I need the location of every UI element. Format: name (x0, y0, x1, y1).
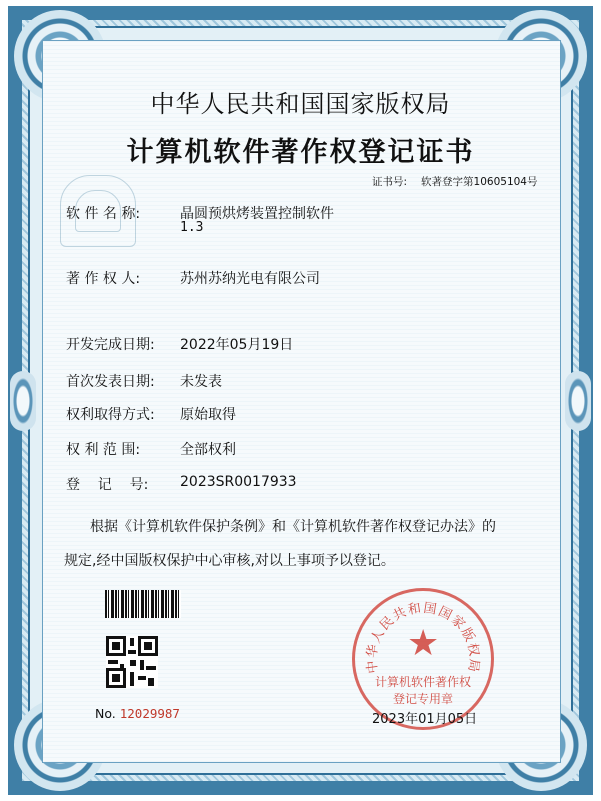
issue-date: 2023年01月05日 (372, 712, 478, 727)
qr-code-icon (106, 636, 158, 688)
field-label-owner: 著 作 权 人: (66, 271, 141, 287)
qr-finder (138, 636, 158, 656)
serial-label: No. (95, 706, 116, 721)
cert-no-value: 软著登字第10605104号 (421, 176, 538, 188)
field-value-software-name: 晶圆预烘烤装置控制软件 (180, 206, 334, 222)
seal-arc-label: 中华人民共和国国家版权局 (364, 600, 482, 675)
serial-number (95, 706, 180, 721)
field-value-reg-number: 2023SR0017933 (180, 474, 297, 490)
certificate-title: 计算机软件著作权登记证书 (126, 137, 475, 168)
side-ornament-icon (10, 371, 36, 431)
field-label-reg-number: 登 记 号: (66, 477, 149, 493)
field-label-dev-date: 开发完成日期: (66, 337, 155, 353)
qr-finder (106, 636, 126, 656)
seal-line1: 计算机软件著作权 (374, 675, 471, 689)
field-label-publish-date: 首次发表日期: (66, 374, 155, 390)
field-value-acquire-method: 原始取得 (180, 407, 236, 423)
barcode-icon (105, 590, 181, 618)
seal-star-icon: ★ (407, 623, 440, 664)
body-paragraph-line2: 规定,经中国版权保护中心审核,对以上事项予以登记。 (64, 553, 395, 569)
qr-finder (106, 668, 126, 688)
field-value-rights-scope: 全部权利 (180, 442, 236, 458)
issuer-title: 中华人民共和国国家版权局 (150, 90, 451, 118)
field-value-publish-date: 未发表 (180, 374, 222, 390)
certificate-number (372, 174, 538, 189)
field-value-dev-date: 2022年05月19日 (180, 337, 294, 353)
side-ornament-icon (565, 371, 591, 431)
field-value-owner: 苏州苏纳光电有限公司 (180, 271, 320, 287)
serial-value: 12029987 (119, 706, 180, 721)
seal-line2: 登记专用章 (392, 692, 453, 706)
field-label-acquire-method: 权利取得方式: (66, 407, 155, 423)
field-value-version: 1.3 (180, 220, 204, 235)
field-label-software-name: 软 件 名 称: (66, 206, 141, 222)
field-label-rights-scope: 权 利 范 围: (66, 442, 141, 458)
body-paragraph-line1: 根据《计算机软件保护条例》和《计算机软件著作权登记办法》的 (90, 519, 496, 535)
cert-no-label: 证书号: (372, 176, 408, 188)
